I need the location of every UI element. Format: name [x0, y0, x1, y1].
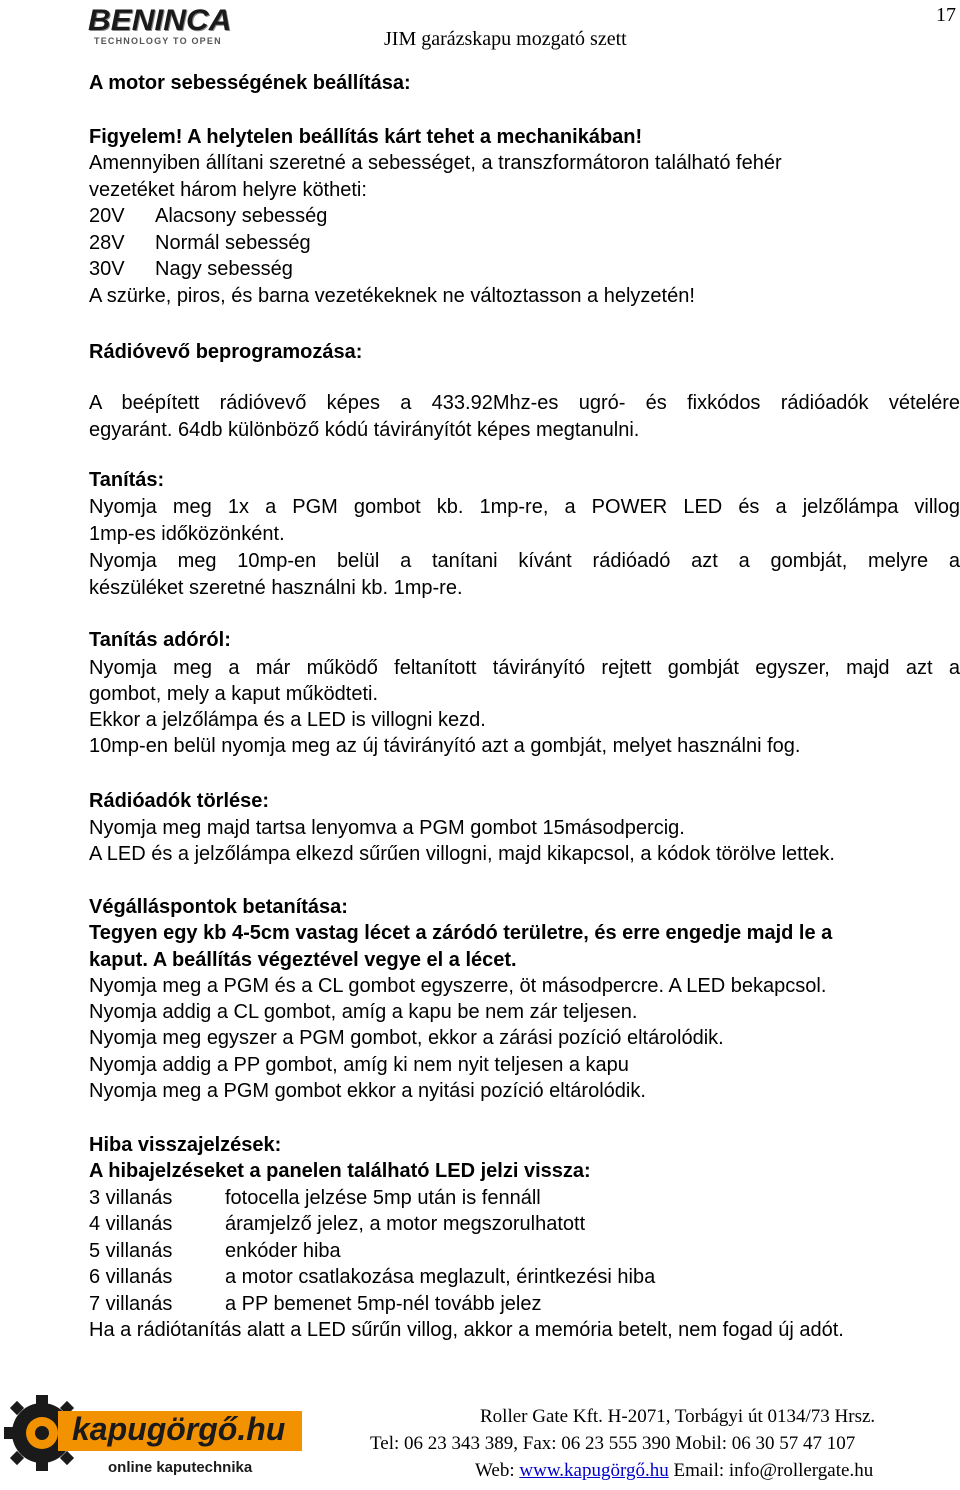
- endpoints-l2: Nyomja addig a CL gombot, amíg a kapu be nem zár teljesen.: [89, 1001, 638, 1023]
- endpoints-l1: Nyomja meg a PGM és a CL gombot egyszerre, öt másodpercre. A LED bekapcsol.: [89, 975, 827, 997]
- teach-p1a: Nyomja meg 1x a PGM gombot kb. 1mp-re, a POWER LED és a jelzőlámpa villog: [89, 496, 960, 518]
- error-row: 3 villanás fotocella jelzése 5mp után is fennáll: [89, 1187, 541, 1209]
- beninca-logo: [88, 4, 238, 48]
- endpoints-l4: Nyomja addig a PP gombot, amíg ki nem nyit teljesen a kapu: [89, 1054, 629, 1076]
- teach-p1b: 1mp-es időközönként.: [89, 523, 285, 545]
- error-row: 4 villanás áramjelző jelez, a motor megszorulhatott: [89, 1213, 586, 1235]
- speed-option-30v: 30V Nagy sebesség: [89, 258, 293, 280]
- footer-web-label: Web:: [475, 1460, 520, 1481]
- footer-web-email: [475, 1460, 873, 1482]
- radio-p1a: A beépített rádióvevő képes a 433.92Mhz-es ugró- és fixkódos rádióadók vételére: [89, 392, 960, 414]
- footer-logo-wordmark: kapugörgő.hu: [72, 1411, 286, 1447]
- errors-footer-note: Ha a rádiótanítás alatt a LED sűrűn villog, akkor a memória betelt, nem fogad új adót.: [89, 1319, 844, 1341]
- endpoints-l5: Nyomja meg a PGM gombot ekkor a nyitási pozíció eltárolódik.: [89, 1080, 646, 1102]
- teach-remote-l2: gombot, mely a kaput működteti.: [89, 683, 379, 705]
- delete-heading: Rádióadók törlése:: [89, 790, 270, 812]
- teach-p2a: Nyomja meg 10mp-en belül a tanítani kívánt rádióadó azt a gombját, melyre a: [89, 550, 960, 572]
- endpoints-heading: Végálláspontok betanítása:: [89, 896, 348, 918]
- teach-remote-l4: 10mp-en belül nyomja meg az új távirányító azt a gombját, melyet használni fog.: [89, 735, 801, 757]
- error-row: 7 villanás a PP bemenet 5mp-nél tovább jelez: [89, 1293, 542, 1315]
- speed-option-28v: 28V Normál sebesség: [89, 232, 311, 254]
- teach-heading: Tanítás:: [89, 469, 165, 491]
- delete-l2: A LED és a jelzőlámpa elkezd sűrűen villogni, majd kikapcsol, a kódok törölve lettek.: [89, 843, 835, 865]
- logo-tagline: TECHNOLOGY TO OPEN: [94, 36, 222, 46]
- footer-logo-tagline: online kaputechnika: [108, 1459, 253, 1476]
- error-row: 5 villanás enkóder hiba: [89, 1240, 341, 1262]
- footer-web-link[interactable]: www.kapugörgő.hu: [519, 1460, 669, 1481]
- speed-note: A szürke, piros, és barna vezetékeknek ne változtasson a helyzetén!: [89, 285, 695, 307]
- speed-intro-line1: Amennyiben állítani szeretné a sebességet, a transzformátoron található fehér: [89, 152, 782, 174]
- footer-company: Roller Gate Kft. H-2071, Torbágyi út 0134/73 Hrsz.: [480, 1406, 876, 1427]
- teach-remote-heading: Tanítás adóról:: [89, 629, 231, 651]
- footer-phones: Tel: 06 23 343 389, Fax: 06 23 555 390 Mobil: 06 30 57 47 107: [370, 1433, 856, 1454]
- logo-wordmark: BENINCA: [88, 4, 232, 37]
- footer-email: Email: info@rollergate.hu: [668, 1460, 874, 1481]
- radio-heading: Rádióvevő beprogramozása:: [89, 341, 363, 363]
- teach-remote-l3: Ekkor a jelzőlámpa és a LED is villogni kezd.: [89, 709, 486, 731]
- teach-p2b: készüléket szeretné használni kb. 1mp-re.: [89, 577, 463, 599]
- delete-l1: Nyomja meg majd tartsa lenyomva a PGM gombot 15másodpercig.: [89, 817, 685, 839]
- page-number: 17: [936, 4, 956, 26]
- speed-option-20v: 20V Alacsony sebesség: [89, 205, 328, 227]
- endpoints-bold2: kaput. A beállítás végeztével vegye el a lécet.: [89, 949, 517, 971]
- endpoints-l3: Nyomja meg egyszer a PGM gombot, ekkor a zárási pozíció eltárolódik.: [89, 1027, 724, 1049]
- document-title: JIM garázskapu mozgató szett: [384, 28, 627, 50]
- teach-remote-l1: Nyomja meg a már működő feltanított távirányító rejtett gombját egyszer, majd azt a: [89, 657, 960, 679]
- error-row: 6 villanás a motor csatlakozása meglazult, érintkezési hiba: [89, 1266, 656, 1288]
- errors-subheading: A hibajelzéseket a panelen található LED jelzi vissza:: [89, 1160, 591, 1182]
- speed-heading: A motor sebességének beállítása:: [89, 72, 411, 94]
- errors-heading: Hiba visszajelzések:: [89, 1134, 282, 1156]
- kapugorgo-logo: [0, 1385, 310, 1485]
- radio-p1b: egyaránt. 64db különböző kódú távirányítót képes megtanulni.: [89, 419, 640, 441]
- speed-warning: Figyelem! A helytelen beállítás kárt tehet a mechanikában!: [89, 126, 643, 148]
- speed-intro-line2: vezetéket három helyre kötheti:: [89, 179, 367, 201]
- endpoints-bold1: Tegyen egy kb 4-5cm vastag lécet a záródó területre, és erre engedje majd le a: [89, 922, 833, 944]
